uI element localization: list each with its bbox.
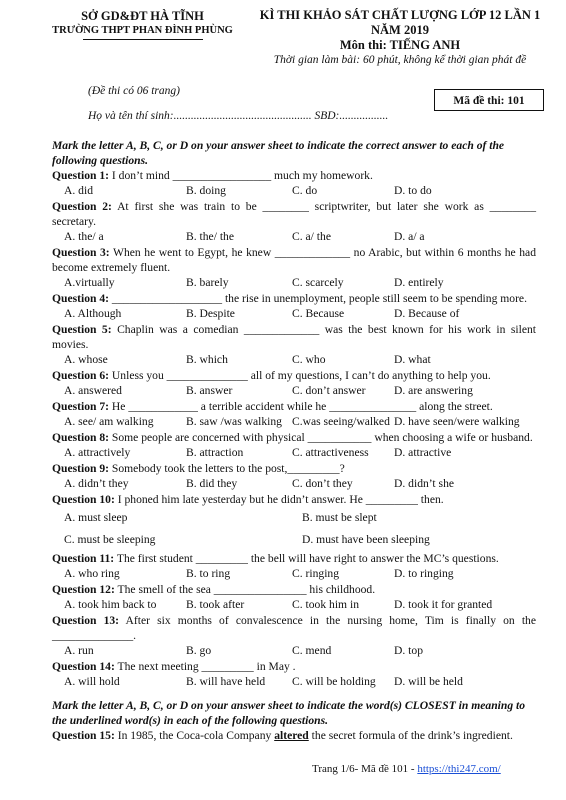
- option-b[interactable]: B. attraction: [186, 446, 244, 459]
- question-block: [52, 728, 536, 743]
- question-block: [52, 492, 536, 551]
- option-c[interactable]: C. don’t they: [292, 477, 353, 490]
- option-b[interactable]: B. will have held: [186, 675, 266, 688]
- option-b[interactable]: B. did they: [186, 477, 238, 490]
- underlined-word: altered: [274, 729, 309, 742]
- department-name: SỞ GD&ĐT HÀ TĨNH: [81, 9, 204, 23]
- question-label: Question 1:: [52, 169, 110, 182]
- option-c[interactable]: C. do: [292, 184, 318, 197]
- question-label: Question 10:: [52, 493, 115, 506]
- question-text: ___________________ the rise in unemployment, people still seem to be spending more.: [111, 292, 527, 305]
- question-label: Question 3:: [52, 246, 110, 259]
- instruction-section-1: Mark the letter A, B, C, or D on your answer sheet to indicate the correct answer to each of the following questions.: [52, 139, 505, 167]
- footer-link[interactable]: https://thi247.com/: [417, 763, 501, 775]
- option-d[interactable]: D. what: [394, 353, 431, 366]
- option-c[interactable]: C. don’t answer: [292, 384, 366, 397]
- exam-year: NĂM 2019: [371, 23, 429, 37]
- footer-page-info: Trang 1/6- Mã đề 101 -: [312, 763, 418, 775]
- option-b[interactable]: B. saw /was walking: [186, 415, 282, 428]
- question-text: The first student _________ the bell will have right to answer the MC’s questions.: [116, 552, 499, 565]
- answer-options: [52, 414, 536, 430]
- answer-options: [52, 275, 536, 291]
- question-block: [52, 659, 536, 690]
- answer-options: [52, 383, 536, 399]
- option-d[interactable]: D. didn’t she: [394, 477, 455, 490]
- option-c[interactable]: C. who: [292, 353, 326, 366]
- answer-options: [52, 566, 536, 582]
- question-label: Question 9:: [52, 462, 110, 475]
- option-d[interactable]: D. are answering: [394, 384, 473, 397]
- question-label: Question 8:: [52, 431, 110, 444]
- option-d[interactable]: D. Because of: [394, 307, 460, 320]
- option-b[interactable]: B. answer: [186, 384, 233, 397]
- exam-time: Thời gian làm bài: 60 phút, không kể thời gian phát đề: [273, 54, 527, 66]
- answer-options: [52, 507, 536, 529]
- question-text: He ____________ a terrible accident while he _______________ along the street.: [111, 400, 493, 413]
- page-footer: [312, 763, 501, 775]
- option-d[interactable]: D. have seen/were walking: [394, 415, 520, 428]
- option-b[interactable]: B. go: [186, 644, 212, 657]
- question-text: When he went to Egypt, he knew _____________ no Arabic, but within 6 months he had become extremely fluent.: [52, 246, 536, 274]
- option-a[interactable]: A. answered: [64, 384, 122, 397]
- option-a[interactable]: A. did: [64, 184, 93, 197]
- option-d[interactable]: D. took it for granted: [394, 598, 493, 611]
- question-text: Chaplin was a comedian _____________ was the best known for his work in silent movies.: [52, 323, 537, 351]
- option-a[interactable]: A. whose: [64, 353, 108, 366]
- answer-options: [52, 597, 536, 613]
- question-text: The smell of the sea ________________ his childhood.: [117, 583, 376, 596]
- question-text: Some people are concerned with physical ___________ when choosing a wife or husband.: [111, 431, 533, 444]
- option-c[interactable]: C. must be sleeping: [64, 533, 156, 546]
- option-b[interactable]: B. which: [186, 353, 228, 366]
- question-text: The next meeting _________ in May .: [117, 660, 296, 673]
- option-c[interactable]: C. attractiveness: [292, 446, 369, 459]
- option-a[interactable]: A. who ring: [64, 567, 120, 580]
- question-block: [52, 582, 536, 613]
- option-d[interactable]: D. will be held: [394, 675, 463, 688]
- option-d[interactable]: D. attractive: [394, 446, 452, 459]
- option-c[interactable]: C. scarcely: [292, 276, 344, 289]
- exam-title: KÌ THI KHẢO SÁT CHẤT LƯỢNG LỚP 12 LẦN 1: [259, 8, 541, 22]
- option-c[interactable]: C. ringing: [292, 567, 340, 580]
- option-d[interactable]: D. entirely: [394, 276, 444, 289]
- question-text: At first she was train to be ________ scriptwriter, but later she work as ________ secretary.: [52, 200, 537, 228]
- option-a[interactable]: A. must sleep: [64, 511, 128, 524]
- option-c[interactable]: C. mend: [292, 644, 332, 657]
- question-block: [52, 399, 536, 430]
- answer-options: [52, 183, 536, 199]
- option-d[interactable]: D. a/ a: [394, 230, 425, 243]
- option-c[interactable]: C. took him in: [292, 598, 359, 611]
- exam-subject: Môn thi: TIẾNG ANH: [339, 38, 461, 52]
- pages-note: (Đề thi có 06 trang): [88, 85, 180, 97]
- option-b[interactable]: B. doing: [186, 184, 226, 197]
- exam-content: [52, 138, 536, 743]
- answer-options: [52, 476, 536, 492]
- option-c[interactable]: C. Because: [292, 307, 345, 320]
- question-label: Question 7:: [52, 400, 110, 413]
- option-a[interactable]: A. run: [64, 644, 94, 657]
- question-block: [52, 430, 536, 461]
- option-c[interactable]: C. a/ the: [292, 230, 331, 243]
- question-label: Question 15:: [52, 729, 115, 742]
- question-block: [52, 322, 536, 368]
- question-block: [52, 461, 536, 492]
- option-a[interactable]: A. didn’t they: [64, 477, 129, 490]
- option-c[interactable]: C.was seeing/walked: [292, 415, 390, 428]
- answer-options: [52, 674, 536, 690]
- question-label: Question 12:: [52, 583, 115, 596]
- question-label: Question 6:: [52, 369, 110, 382]
- question-label: Question 14:: [52, 660, 115, 673]
- option-a[interactable]: A. attractively: [64, 446, 131, 459]
- answer-options: [52, 445, 536, 461]
- header-divider: [83, 39, 203, 40]
- question-label: Question 4:: [52, 292, 110, 305]
- question-text: Unless you ______________ all of my questions, I can’t do anything to help you.: [111, 369, 491, 382]
- question-block: [52, 551, 536, 582]
- option-a[interactable]: A. will hold: [64, 675, 120, 688]
- question-block: [52, 199, 536, 245]
- answer-options: [52, 229, 536, 245]
- question-label: Question 11:: [52, 552, 115, 565]
- question-block: [52, 168, 536, 199]
- answer-options: [52, 643, 536, 659]
- option-d[interactable]: D. must have been sleeping: [302, 533, 430, 546]
- option-c[interactable]: C. will be holding: [292, 675, 376, 688]
- answer-options: [52, 352, 536, 368]
- option-b[interactable]: B. must be slept: [302, 511, 377, 524]
- option-a[interactable]: A.virtually: [64, 276, 115, 289]
- school-name: TRƯỜNG THPT PHAN ĐÌNH PHÙNG: [52, 25, 233, 36]
- header-right: [245, 8, 555, 68]
- option-a[interactable]: A. took him back to: [64, 598, 157, 611]
- option-a[interactable]: A. Although: [64, 307, 122, 320]
- option-a[interactable]: A. see/ am walking: [64, 415, 154, 428]
- question-text: Somebody took the letters to the post,_________?: [111, 462, 345, 475]
- question-text: I don’t mind _________________ much my homework.: [111, 169, 373, 182]
- option-b[interactable]: B. Despite: [186, 307, 235, 320]
- question-text: After six months of convalescence in the nursing home, Tim is finally on the ______________.: [52, 614, 537, 642]
- question-block: [52, 613, 536, 659]
- option-d[interactable]: D. top: [394, 644, 423, 657]
- instruction-section-2: Mark the letter A, B, C, or D on your answer sheet to indicate the word(s) CLOSEST in meaning to the underlined word(s) in each of the following questions.: [52, 699, 526, 727]
- question-block: [52, 245, 536, 291]
- answer-options: [52, 529, 536, 551]
- option-b[interactable]: B. barely: [186, 276, 229, 289]
- option-a[interactable]: A. the/ a: [64, 230, 104, 243]
- option-b[interactable]: B. took after: [186, 598, 245, 611]
- option-b[interactable]: B. the/ the: [186, 230, 234, 243]
- question-text-after: the secret formula of the drink’s ingredient.: [311, 729, 513, 742]
- question-label: Question 5:: [52, 323, 112, 336]
- exam-code-box: Mã đề thi: 101: [434, 89, 544, 111]
- question-text: I phoned him late yesterday but he didn’t answer. He _________ then.: [117, 493, 444, 506]
- question-block: [52, 291, 536, 322]
- answer-options: [52, 306, 536, 322]
- question-block: [52, 368, 536, 399]
- question-label: Question 13:: [52, 614, 120, 627]
- option-d[interactable]: D. to ringing: [394, 567, 454, 580]
- question-text-before: In 1985, the Coca-cola Company: [117, 729, 272, 742]
- option-b[interactable]: B. to ring: [186, 567, 231, 580]
- option-d[interactable]: D. to do: [394, 184, 432, 197]
- question-label: Question 2:: [52, 200, 112, 213]
- candidate-info-line: Họ và tên thí sinh:................................................ SBD:.................: [88, 110, 389, 122]
- header-left: [40, 8, 245, 40]
